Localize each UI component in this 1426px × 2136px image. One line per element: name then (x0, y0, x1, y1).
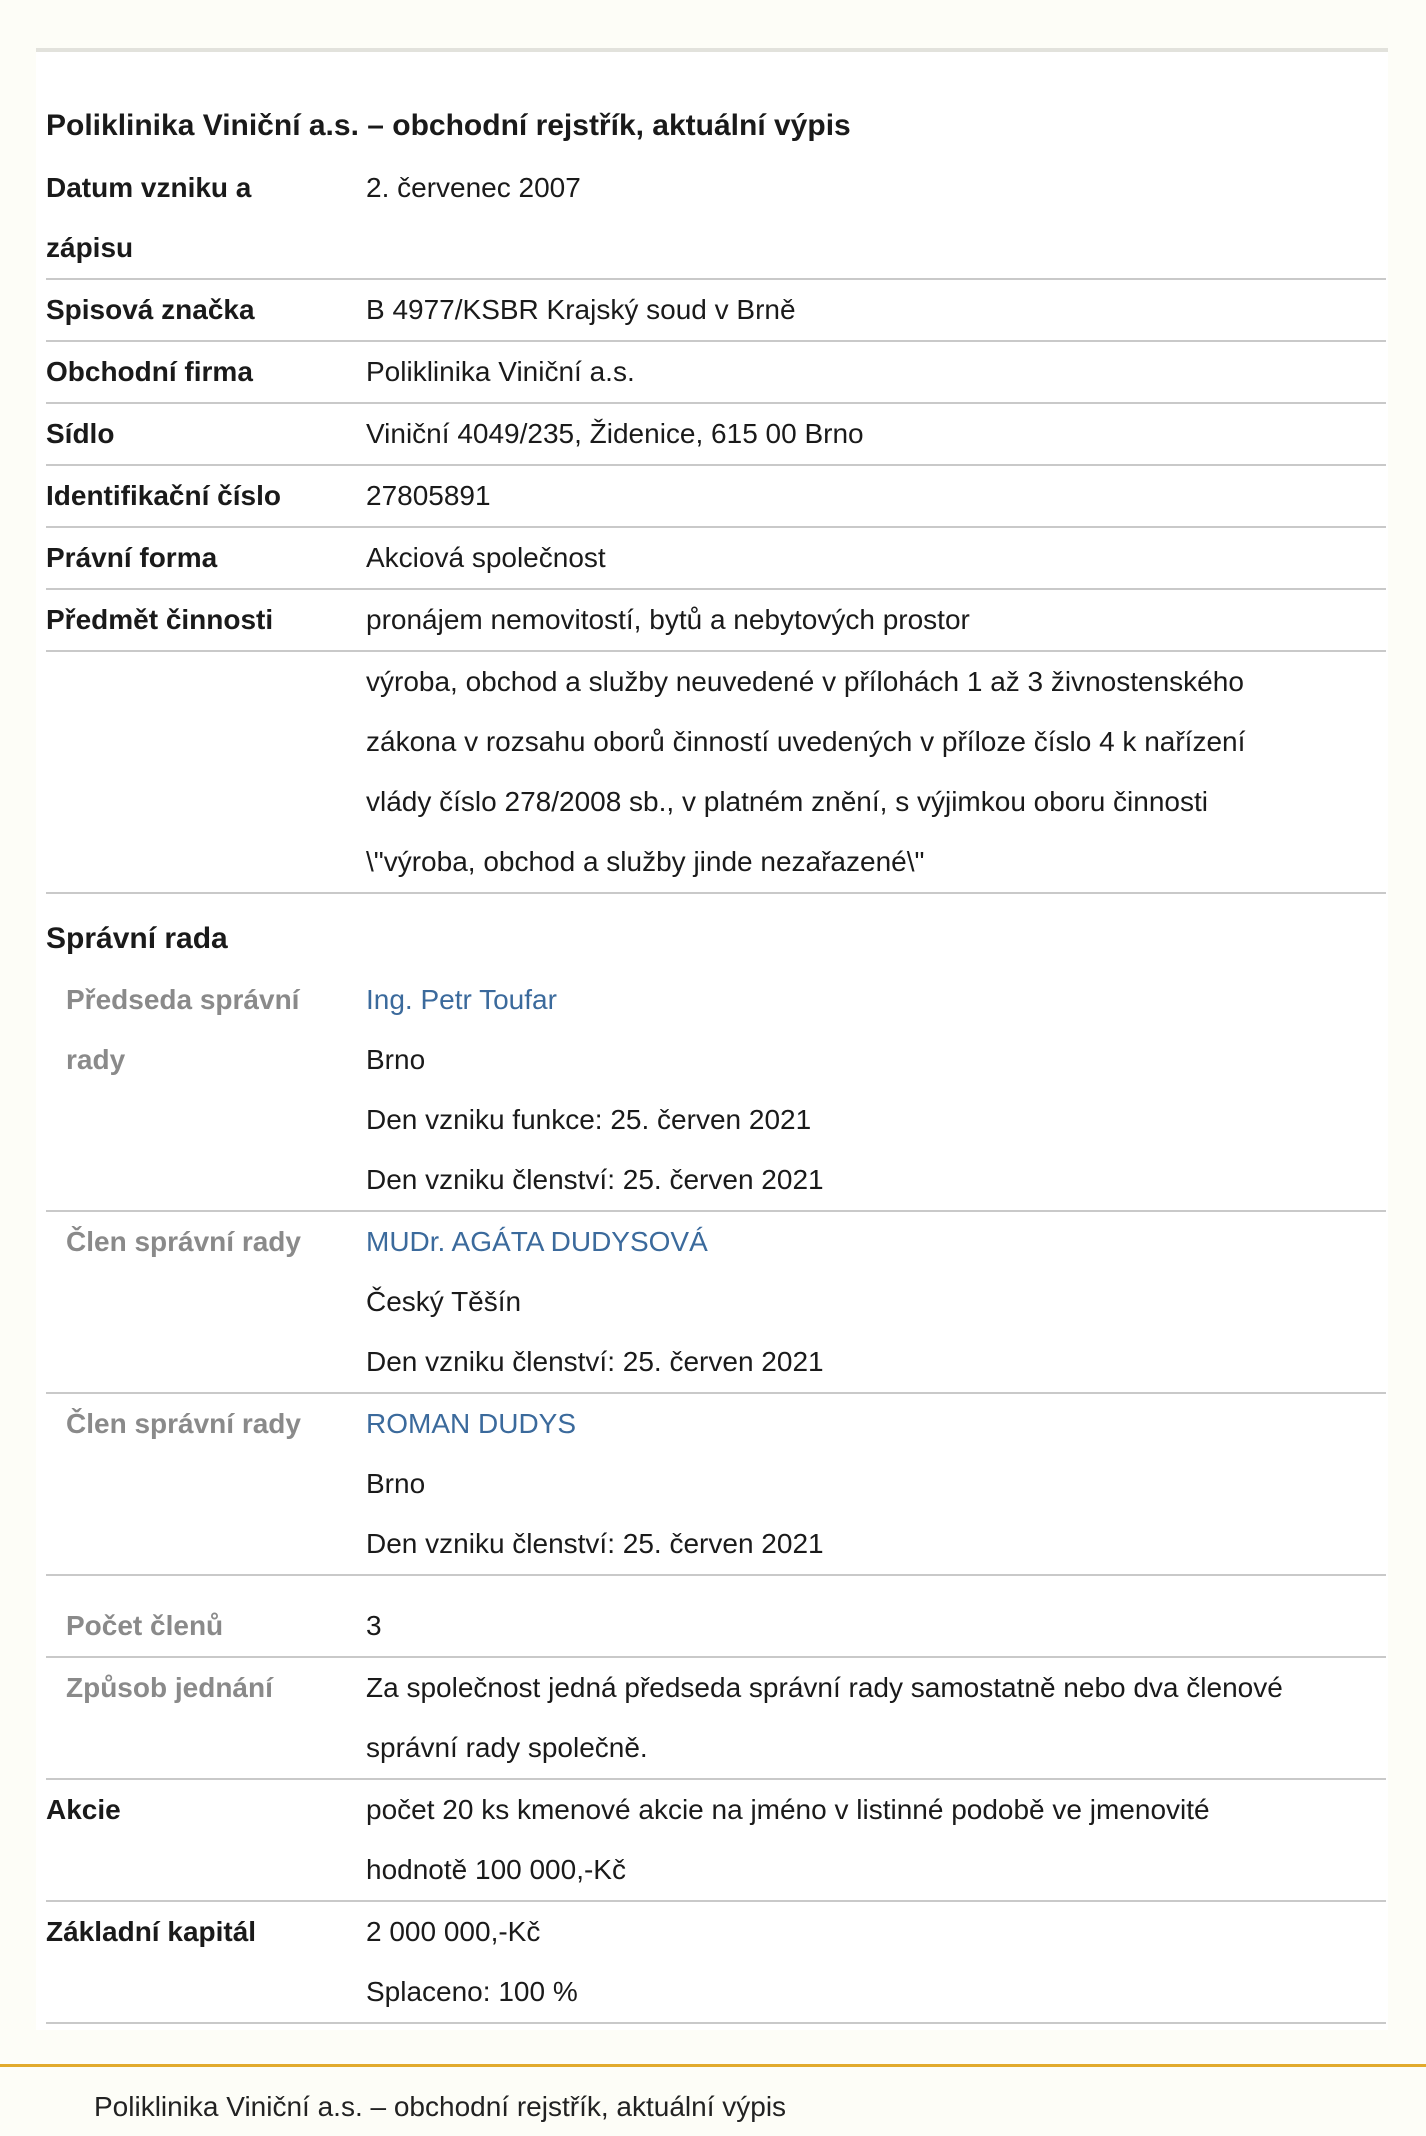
value-line: B 4977/KSBR Krajský soud v Brně (366, 294, 796, 325)
value-line: hodnotě 100 000,-Kč (366, 1854, 626, 1885)
value-shares (366, 1780, 1386, 1900)
board-member-name-link[interactable]: Ing. Petr Toufar (366, 984, 557, 1015)
value-business-activity (366, 590, 1386, 650)
value-founding-date (366, 158, 1386, 278)
row-file-number (46, 280, 1386, 342)
row-capital (46, 1902, 1386, 2024)
board-member-role: Člen správní rady (66, 1408, 301, 1439)
value-line: vlády číslo 278/2008 sb., v platném znění, s výjimkou oboru činnosti (366, 786, 1208, 817)
footer-bar (0, 2064, 1426, 2136)
spacer (46, 1576, 1386, 1596)
value-business-activity-2 (366, 652, 1386, 892)
board-member-city: Český Těšín (366, 1286, 522, 1317)
value-registered-office (366, 404, 1386, 464)
board-member-row (46, 1394, 1386, 1576)
label-founding-date-text: Datum vzniku a zápisu (46, 172, 252, 263)
board-member-details (366, 970, 1386, 1210)
value-line: správní rady společně. (366, 1732, 648, 1763)
board-member-function-date: Den vzniku funkce: 25. červen 2021 (366, 1104, 812, 1135)
label-conduct: Způsob jednání (66, 1672, 273, 1703)
row-company-id (46, 466, 1386, 528)
row-conduct (46, 1658, 1386, 1780)
value-legal-form (366, 528, 1386, 588)
board-member-details (366, 1212, 1386, 1392)
label-capital: Základní kapitál (46, 1916, 257, 1947)
value-file-number (366, 280, 1386, 340)
value-line: zákona v rozsahu oborů činností uvedených v příloze číslo 4 k nařízení (366, 726, 1246, 757)
value-capital (366, 1902, 1386, 2022)
board-member-membership-date: Den vzniku členství: 25. červen 2021 (366, 1346, 824, 1377)
board-member-city: Brno (366, 1044, 426, 1075)
board-member-name-link[interactable]: ROMAN DUDYS (366, 1408, 577, 1439)
row-registered-office (46, 404, 1386, 466)
row-member-count (46, 1596, 1386, 1658)
row-legal-form (46, 528, 1386, 590)
board-member-membership-date: Den vzniku členství: 25. červen 2021 (366, 1164, 824, 1195)
label-empty (46, 652, 366, 892)
value-line: Za společnost jedná předseda správní rady samostatně nebo dva členové (366, 1672, 1283, 1703)
label-legal-form: Právní forma (46, 542, 218, 573)
board-heading: Správní rada (46, 922, 228, 955)
row-founding-date (46, 158, 1386, 280)
row-company-name (46, 342, 1386, 404)
board-member-role-text: Předseda správní rady (66, 984, 300, 1075)
value-line: 27805891 (366, 480, 491, 511)
value-line: 2 000 000,-Kč (366, 1916, 541, 1947)
document-title: Poliklinika Viniční a.s. – obchodní rejstřík, aktuální výpis (46, 109, 851, 142)
value-line: Viniční 4049/235, Židenice, 615 00 Brno (366, 418, 864, 449)
label-founding-date (46, 158, 366, 278)
board-member-role: Člen správní rady (66, 1226, 301, 1257)
value-line: počet 20 ks kmenové akcie na jméno v listinné podobě ve jmenovité (366, 1794, 1210, 1825)
board-member-row (46, 1212, 1386, 1394)
label-business-activity: Předmět činnosti (46, 604, 274, 635)
register-extract-content (46, 94, 1386, 2024)
value-company-name (366, 342, 1386, 402)
label-file-number: Spisová značka (46, 294, 255, 325)
label-member-count: Počet členů (66, 1610, 224, 1641)
board-member-city: Brno (366, 1468, 426, 1499)
footer-title: Poliklinika Viniční a.s. – obchodní rejstřík, aktuální výpis (94, 2091, 787, 2122)
value-company-id (366, 466, 1386, 526)
row-business-activity-2 (46, 652, 1386, 894)
label-shares: Akcie (46, 1794, 121, 1825)
board-member-role (46, 970, 366, 1210)
label-registered-office: Sídlo (46, 418, 115, 449)
board-member-details (366, 1394, 1386, 1574)
value-line: \"výroba, obchod a služby jinde nezařazené\" (366, 846, 925, 877)
board-member-name-link[interactable]: MUDr. AGÁTA DUDYSOVÁ (366, 1226, 708, 1257)
value-line: výroba, obchod a služby neuvedené v přílohách 1 až 3 živnostenského (366, 666, 1244, 697)
board-member-membership-date: Den vzniku členství: 25. červen 2021 (366, 1528, 824, 1559)
row-business-activity (46, 590, 1386, 652)
label-company-id: Identifikační číslo (46, 480, 281, 511)
label-company-name: Obchodní firma (46, 356, 253, 387)
value-conduct (366, 1658, 1386, 1778)
value-line: 2. červenec 2007 (366, 172, 581, 203)
register-extract-card (36, 48, 1388, 2030)
value-member-count (366, 1596, 1386, 1656)
board-member-row (46, 970, 1386, 1212)
row-shares (46, 1780, 1386, 1902)
value-line: Splaceno: 100 % (366, 1976, 578, 2007)
value-line: Akciová společnost (366, 542, 606, 573)
value-line: 3 (366, 1610, 382, 1641)
value-line: Poliklinika Viniční a.s. (366, 356, 635, 387)
value-line: pronájem nemovitostí, bytů a nebytových prostor (366, 604, 970, 635)
